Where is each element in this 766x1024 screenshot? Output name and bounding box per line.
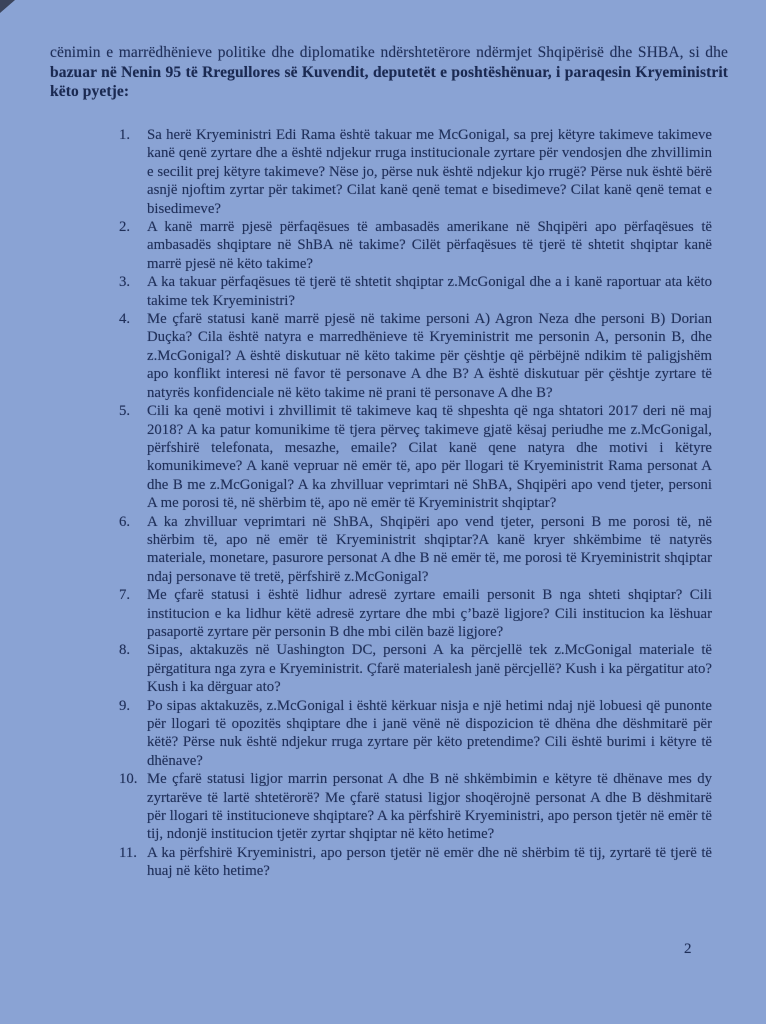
question-text: Me çfarë statusi kanë marrë pjesë në takime personi A) Agron Neza dhe personi B) Dorian Duçka? Cila është natyra e marredhënieve të Kryeministrit me personin A, personin B, dhe z.McGonigal? A është diskutuar në këto takime për çështje që përbëjnë ndikim të paligjshëm apo konflikt interesi në favor të personave A dhe B? A është diskutuar për çështje zyrtare të natyrës konfidenciale në këto takime në prani të personave A dhe B? — [147, 311, 712, 401]
question-text: A ka përfshirë Kryeministri, apo person tjetër në emër dhe në shërbim të tij, zyrtarë të tjerë të huaj në këto hetime? — [147, 844, 712, 880]
question-text: Sa herë Kryeministri Edi Rama është takuar me McGonigal, sa prej këtyre takimeve takimeve kanë qenë zyrtare dhe a është ndjekur rruga institucionale zyrtare për vendosjen dhe zhvillimin e secilit prej këtyre takimeve? Nëse jo, përse nuk është ndjekur kjo rrugë? Përse nuk është bërë asnjë njoftim zyrtar për takimet? Cilat kanë qenë temat e bisedimeve? Cilat kanë qenë temat e bisedimeve? — [147, 127, 712, 217]
question-text: Sipas, aktakuzës në Uashington DC, personi A ka përcjellë tek z.McGonigal materiale të përgatitura nga zyra e Kryeministrit. Çfarë materialesh janë përcjellë? Kush i ka përgatitur ato? Kush i ka dërguar ato? — [147, 642, 712, 696]
question-item-11 — [119, 844, 712, 881]
question-number: 7. — [119, 587, 131, 604]
question-item-6 — [119, 513, 712, 587]
question-text: Po sipas aktakuzës, z.McGonigal i është kërkuar nisja e një hetimi ndaj një lobuesi që punonte për llogari të opozitës shqiptare dhe i janë vënë në dispozicion të dhëna dhe dëshmitarë për këtë? Përse nuk është ndjekur rruga zyrtare për këto pretendime? Cili është burimi i këtyre të dhënave? — [147, 697, 712, 769]
question-text: Me çfarë statusi i është lidhur adresë zyrtare emaili personit B nga shteti shqiptar? Cili institucion e ka lidhur këtë adresë zyrtare dhe mbi ç’bazë ligjore? Cili institucion ka lëshuar pasaportë zyrtare për personin B dhe mbi cilën bazë ligjore? — [147, 587, 712, 640]
question-number: 2. — [119, 219, 131, 236]
question-number: 8. — [119, 642, 131, 659]
intro-text-normal: cënimin e marrëdhënieve politike dhe diplomatike ndërshtetërore ndërmjet Shqipërisë dhe SHBA, si dhe — [50, 44, 728, 61]
question-number: 5. — [119, 403, 131, 420]
question-item-4 — [119, 310, 712, 402]
question-number: 11. — [119, 844, 137, 861]
question-item-7 — [119, 586, 712, 641]
question-item-5 — [119, 402, 712, 512]
question-text: Cili ka qenë motivi i zhvillimit të takimeve kaq të shpeshta që nga shtatori 2017 deri në maj 2018? A ka patur komunikime të tjera përveç takimeve gjatë kësaj periudhe me z.McGonigal, përfshirë telefonata, mesazhe, emaile? Cilat kanë qene natyra dhe motivi i këtyre komunikimeve? A kanë vepruar në emër të, apo për llogari të Kryeministrit Rama personat A dhe B me z.McGonigal? A ka zhvilluar veprimtari në ShBA, Shqipëri apo vend tjeter, personi A me porosi të, në shërbim të, apo në emër të Kryeministrit shqiptar? — [147, 403, 712, 512]
question-number: 4. — [119, 311, 131, 328]
question-number: 1. — [119, 127, 131, 143]
question-number: 3. — [119, 274, 131, 291]
photo-corner-shadow — [0, 0, 15, 13]
intro-paragraph — [50, 43, 728, 102]
question-list — [119, 126, 712, 881]
question-item-10 — [119, 770, 712, 844]
question-item-1 — [119, 126, 712, 218]
question-text: A ka zhvilluar veprimtari në ShBA, Shqipëri apo vend tjeter, personi B me porosi të, në shërbim të, apo në emër të Kryeministrit shqiptar?A kanë kryer shkëmbime të natyrës materiale, monetare, pasurore personat A dhe B në emër të, me porosi të Kryeministrit shqiptar ndaj personave të tretë, përfshirë z.McGonigal? — [147, 513, 712, 585]
question-item-8 — [119, 641, 712, 696]
intro-text-bold: bazuar në Nenin 95 të Rregullores së Kuvendit, deputetët e poshtëshënuar, i paraqesin Kryeministrit këto pyetje: — [50, 63, 728, 100]
question-item-9 — [119, 697, 712, 771]
question-number: 6. — [119, 513, 131, 530]
question-text: A kanë marrë pjesë përfaqësues të ambasadës amerikane në Shqipëri apo përfaqësues të ambasadës shqiptare në ShBA në takime? Cilët përfaqësues të tjerë të shtetit shqiptar kanë marrë pjesë në këto takime? — [147, 219, 712, 272]
question-number: 10. — [119, 771, 138, 788]
page-number: 2 — [684, 941, 692, 957]
question-text: Me çfarë statusi ligjor marrin personat A dhe B në shkëmbimin e këtyre të dhënave mes dy zyrtarëve të lartë shtetërorë? Me çfarë statusi ligjor shoqërojnë personat A dhe B dëshmitarë për llogari të institucioneve shqiptare? A ka përfshirë Kryeministri, apo person tjetër në emër të tij, ndonjë institucion tjetër zyrtar shqiptar në këto hetime? — [147, 771, 712, 843]
question-item-2 — [119, 218, 712, 273]
question-item-3 — [119, 273, 712, 310]
question-number: 9. — [119, 697, 131, 714]
question-text: A ka takuar përfaqësues të tjerë të shtetit shqiptar z.McGonigal dhe a i kanë raportuar ata këto takime tek Kryeministri? — [147, 274, 712, 309]
